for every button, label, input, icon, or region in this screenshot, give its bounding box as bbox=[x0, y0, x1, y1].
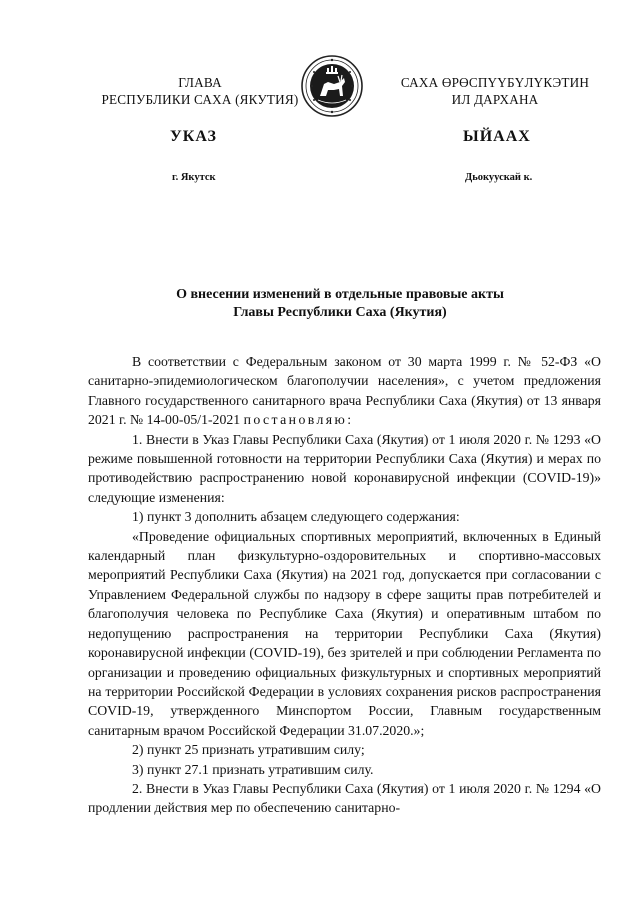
paragraph-quote: «Проведение официальных спортивных мероприятий, включенных в Единый календарный план физкультурно-оздоровительных и спортивно-массовых мероприятий Республики Саха (Якутия) на 2021 год, допускается при согласовании с Управлением Федеральной службы по надзору в сфере защиты прав потребителей и благополучия человека по Республике Саха (Якутия) и оперативным штабом по недопущению распространения на территории Республики Саха (Якутия) коронавирусной инфекции (COVID-19), без зрителей и при соблюдении Регламента по организации и проведению официальных физкультурных и спортивных мероприятий на территории Российской Федерации в условиях сохранения рисков распространения COVID-19, утвержденного Минспортом России, Главным государственным санитарным врачом Российской Федерации 31.07.2020.»; bbox=[88, 528, 601, 738]
preamble-decree-word: постановляю: bbox=[243, 412, 354, 428]
paragraph-item-2: 2. Внести в Указ Главы Республики Саха (Якутия) от 1 июля 2020 г. № 1294 «О продлении действия мер по обеспечению санитарно- bbox=[88, 780, 601, 816]
paragraph-preamble bbox=[88, 352, 601, 430]
coat-of-arms-icon bbox=[300, 54, 364, 118]
document-body bbox=[88, 352, 601, 818]
city-right: Дьокуускай к. bbox=[465, 172, 533, 183]
doc-type-yyaakh: ЫЙААХ bbox=[463, 128, 531, 145]
title-line2: Главы Республики Саха (Якутия) bbox=[233, 305, 447, 320]
paragraph-subitem-1: 1) пункт 3 дополнить абзацем следующего содержания: bbox=[132, 509, 460, 525]
title-line1: О внесении изменений в отдельные правовые акты bbox=[176, 287, 504, 302]
city-left: г. Якутск bbox=[172, 172, 216, 183]
paragraph-subitem-2: 2) пункт 25 признать утратившим силу; bbox=[132, 742, 365, 758]
paragraph-subitem-3: 3) пункт 27.1 признать утратившим силу. bbox=[132, 761, 374, 777]
document-title bbox=[80, 286, 600, 322]
doc-type-ukaz: УКАЗ bbox=[170, 128, 217, 145]
header-left-line2: РЕСПУБЛИКИ САХА (ЯКУТИЯ) bbox=[101, 92, 299, 107]
preamble-text: В соответствии с Федеральным законом от 30 марта 1999 г. № 52-ФЗ «О санитарно-эпидемиологическом благополучии населения», с учетом предложения Главного государственного санитарного врача Республики Саха (Якутия) от 13 января 2021 г. № 14-00-05/1-2021 bbox=[88, 354, 601, 428]
header-left-line1: ГЛАВА bbox=[178, 75, 222, 90]
header-right-line2: ИЛ ДАРХАНА bbox=[451, 92, 539, 107]
header-right bbox=[380, 74, 610, 108]
paragraph-item-1: 1. Внести в Указ Главы Республики Саха (Якутия) от 1 июля 2020 г. № 1293 «О режиме повышенной готовности на территории Республики Саха (Якутия) и мерах по противодействию распространению новой коронавирусной инфекции (COVID-19)» следующие изменения: bbox=[88, 431, 601, 505]
header-left bbox=[80, 74, 320, 108]
header-right-line1: САХА ӨРӨСПҮҮБҮЛҮКЭТИН bbox=[400, 75, 590, 90]
